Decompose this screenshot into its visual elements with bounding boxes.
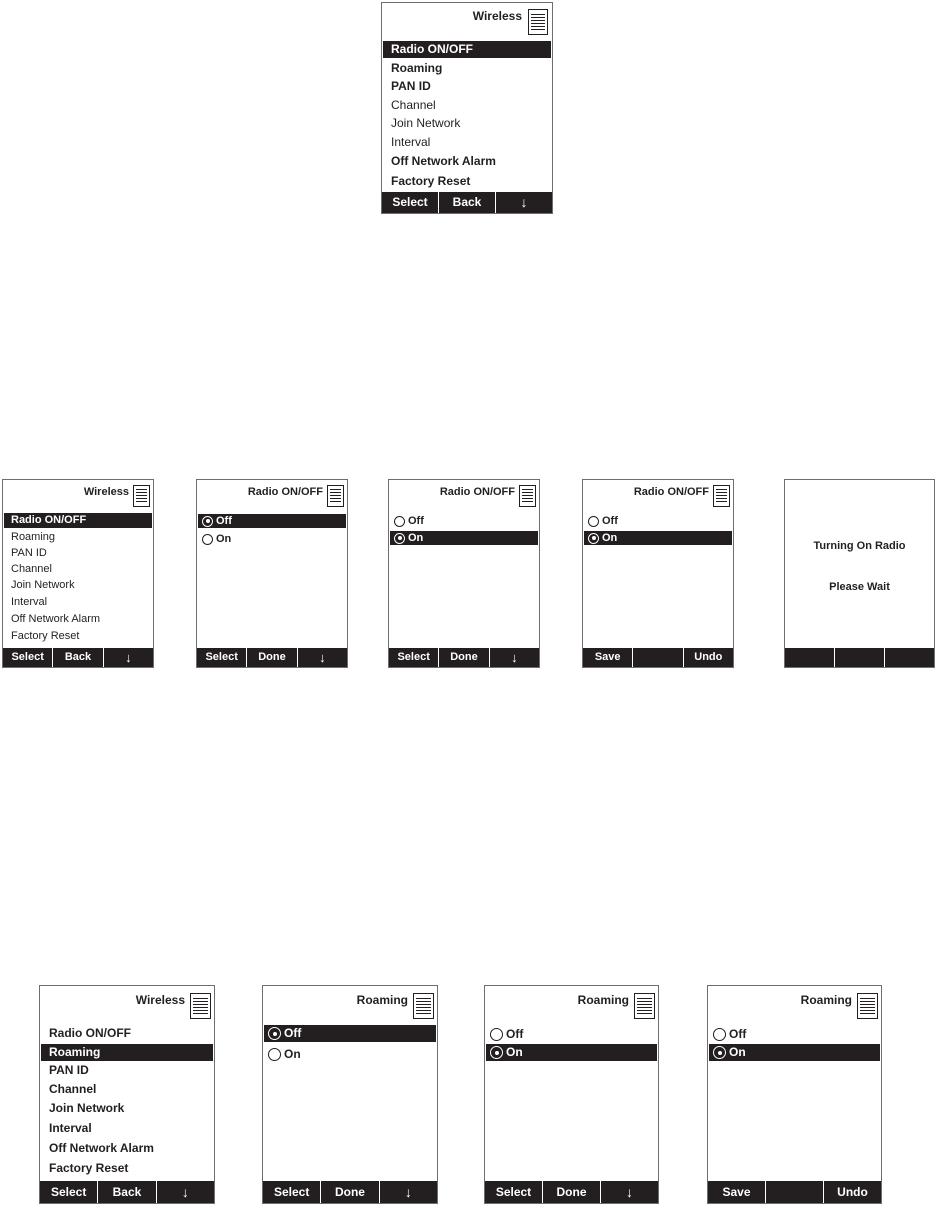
screen-title: Radio ON/OFF — [247, 486, 323, 498]
save-softkey[interactable]: Save — [722, 1185, 751, 1199]
radio-unselected-icon — [490, 1028, 503, 1041]
screen-title: Wireless — [135, 993, 185, 1007]
screen-title: Wireless — [83, 486, 129, 498]
list-menu-icon — [519, 485, 536, 507]
select-softkey[interactable]: Select — [50, 1185, 87, 1199]
softkey-bar — [382, 192, 552, 213]
list-menu-icon — [413, 993, 434, 1019]
option-label: Off — [408, 515, 424, 527]
menu-item-off-network-alarm[interactable]: Off Network Alarm — [11, 613, 101, 625]
option-label: On — [729, 1045, 746, 1059]
option-label: Off — [284, 1026, 302, 1040]
turning-on-radio-screen — [784, 479, 935, 668]
option-label: Off — [602, 515, 618, 527]
radio-unselected-icon — [394, 516, 405, 527]
down-arrow-icon[interactable]: ↓ — [600, 1181, 658, 1203]
roaming-screen-on-highlighted — [484, 985, 659, 1204]
option-on[interactable] — [584, 531, 732, 545]
radio-selected-icon — [713, 1046, 726, 1059]
menu-item-join-network[interactable]: Join Network — [391, 116, 461, 130]
menu-item-roaming[interactable]: Roaming — [391, 61, 443, 75]
menu-item-off-network-alarm[interactable]: Off Network Alarm — [49, 1141, 154, 1155]
option-label: Off — [506, 1027, 524, 1041]
done-softkey[interactable]: Done — [320, 1181, 378, 1203]
menu-item-channel[interactable]: Channel — [391, 98, 436, 112]
menu-item-factory-reset[interactable]: Factory Reset — [11, 630, 80, 642]
option-label: On — [216, 533, 232, 545]
softkey-bar — [785, 648, 934, 667]
down-arrow-icon[interactable]: ↓ — [297, 648, 347, 667]
wait-message: Please Wait — [829, 581, 890, 593]
option-off[interactable] — [709, 1026, 880, 1043]
screen-title: Radio ON/OFF — [439, 486, 515, 498]
option-on[interactable] — [709, 1044, 880, 1061]
menu-item-channel[interactable]: Channel — [49, 1082, 97, 1096]
option-label: On — [506, 1045, 523, 1059]
select-softkey[interactable]: Select — [205, 651, 238, 663]
undo-softkey[interactable]: Undo — [683, 648, 733, 667]
down-arrow-icon[interactable]: ↓ — [489, 648, 539, 667]
option-off[interactable] — [486, 1026, 657, 1043]
undo-softkey[interactable]: Undo — [823, 1181, 881, 1203]
option-label: On — [602, 532, 618, 544]
down-arrow-icon[interactable]: ↓ — [495, 192, 552, 213]
menu-item-interval[interactable]: Interval — [11, 596, 48, 608]
list-menu-icon — [634, 993, 655, 1019]
radio-selected-icon — [394, 533, 405, 544]
menu-item-join-network[interactable]: Join Network — [11, 579, 75, 591]
softkey-bar — [263, 1181, 437, 1203]
select-softkey[interactable]: Select — [392, 195, 428, 209]
screen-title: Wireless — [472, 9, 522, 23]
status-message: Turning On Radio — [813, 540, 906, 552]
radio-screen-confirm — [582, 479, 734, 668]
select-softkey[interactable]: Select — [495, 1185, 532, 1199]
wireless-menu-roaming-screen — [39, 985, 215, 1204]
softkey-bar — [3, 648, 153, 667]
radio-selected-icon — [202, 516, 213, 527]
option-on[interactable] — [390, 531, 538, 545]
softkey-bar — [583, 648, 733, 667]
menu-item-interval[interactable]: Interval — [49, 1121, 92, 1135]
option-off[interactable] — [390, 514, 538, 528]
menu-item-roaming[interactable]: Roaming — [41, 1044, 213, 1061]
menu-item-off-network-alarm[interactable]: Off Network Alarm — [391, 154, 496, 168]
wireless-menu-screen — [2, 479, 154, 668]
softkey-bar — [485, 1181, 658, 1203]
back-softkey[interactable]: Back — [52, 648, 102, 667]
select-softkey[interactable]: Select — [397, 651, 430, 663]
menu-item-interval[interactable]: Interval — [391, 135, 431, 149]
blank-softkey-left[interactable] — [785, 648, 834, 667]
menu-item-factory-reset[interactable]: Factory Reset — [49, 1161, 129, 1175]
screen-title: Radio ON/OFF — [633, 486, 709, 498]
menu-item-channel[interactable]: Channel — [11, 563, 52, 575]
option-off[interactable] — [584, 514, 732, 528]
option-on[interactable] — [486, 1044, 657, 1061]
radio-unselected-icon — [588, 516, 599, 527]
softkey-bar — [40, 1181, 214, 1203]
blank-softkey[interactable] — [765, 1181, 823, 1203]
wireless-menu-screen-large — [381, 2, 553, 214]
list-menu-icon — [190, 993, 211, 1019]
save-softkey[interactable]: Save — [594, 651, 621, 663]
list-menu-icon — [713, 485, 730, 507]
softkey-bar — [389, 648, 539, 667]
radio-selected-icon — [268, 1027, 281, 1040]
back-softkey[interactable]: Back — [97, 1181, 155, 1203]
list-menu-icon — [528, 9, 548, 35]
done-softkey[interactable]: Done — [246, 648, 296, 667]
menu-item-radio[interactable]: Radio ON/OFF — [4, 513, 152, 528]
select-softkey[interactable]: Select — [11, 651, 44, 663]
menu-item-pan-id[interactable]: PAN ID — [49, 1063, 89, 1077]
option-label: On — [284, 1047, 301, 1061]
select-softkey[interactable]: Select — [273, 1185, 310, 1199]
screen-title: Roaming — [356, 993, 408, 1007]
list-menu-icon — [857, 993, 878, 1019]
radio-unselected-icon — [202, 534, 213, 545]
blank-softkey-right[interactable] — [884, 648, 934, 667]
menu-item-roaming[interactable]: Roaming — [11, 531, 56, 543]
option-on[interactable] — [198, 532, 346, 546]
menu-item-pan-id[interactable]: PAN ID — [391, 79, 431, 93]
menu-item-factory-reset[interactable]: Factory Reset — [391, 174, 471, 188]
radio-screen-off-highlighted — [196, 479, 348, 668]
option-label: On — [408, 532, 424, 544]
menu-item-radio[interactable]: Radio ON/OFF — [383, 41, 551, 58]
softkey-bar — [708, 1181, 881, 1203]
screen-title: Roaming — [577, 993, 629, 1007]
down-arrow-icon[interactable]: ↓ — [379, 1181, 437, 1203]
radio-unselected-icon — [268, 1048, 281, 1061]
menu-item-join-network[interactable]: Join Network — [49, 1101, 125, 1115]
softkey-bar — [197, 648, 347, 667]
screen-title: Roaming — [800, 993, 852, 1007]
radio-unselected-icon — [713, 1028, 726, 1041]
menu-item-radio[interactable]: Radio ON/OFF — [49, 1026, 131, 1040]
radio-selected-icon — [588, 533, 599, 544]
done-softkey[interactable]: Done — [438, 648, 488, 667]
blank-softkey[interactable] — [632, 648, 682, 667]
back-softkey[interactable]: Back — [438, 192, 495, 213]
option-label: Off — [729, 1027, 747, 1041]
list-menu-icon — [327, 485, 344, 507]
radio-selected-icon — [490, 1046, 503, 1059]
blank-softkey-middle[interactable] — [834, 648, 884, 667]
roaming-screen-off-highlighted — [262, 985, 438, 1204]
option-label: Off — [216, 515, 232, 527]
option-on[interactable] — [264, 1046, 436, 1063]
list-menu-icon — [133, 485, 150, 507]
down-arrow-icon[interactable]: ↓ — [156, 1181, 214, 1203]
radio-screen-on-highlighted — [388, 479, 540, 668]
menu-item-pan-id[interactable]: PAN ID — [11, 547, 47, 559]
done-softkey[interactable]: Done — [542, 1181, 600, 1203]
down-arrow-icon[interactable]: ↓ — [103, 648, 153, 667]
option-off[interactable] — [264, 1025, 436, 1042]
roaming-screen-confirm — [707, 985, 882, 1204]
option-off[interactable] — [198, 514, 346, 528]
